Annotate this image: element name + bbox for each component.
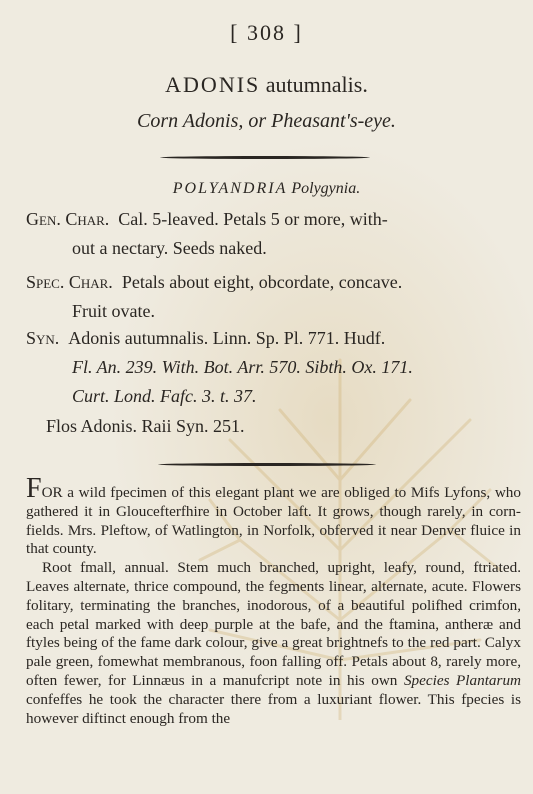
- generic-character: [26, 205, 526, 263]
- specific-character: [26, 268, 526, 326]
- linnaean-classification: [0, 180, 533, 198]
- paragraph-1-text: OR a wild fpecimen of this elegant plant we are obliged to Mifs Lyfons, who gathered it in Gloucefterfhire in October laft. It grows, though rarely, in corn-fields. Mrs. Pleftow, of Watlington, in Norfolk, obferved it near Denver fluice in that county.: [26, 484, 521, 558]
- syn-line2: Fl. An. 239. With. Bot. Arr. 570. Sibth. Ox. 171.: [72, 357, 413, 377]
- spec-char-line2: Fruit ovate.: [72, 301, 155, 321]
- description-text: [26, 473, 522, 728]
- paragraph-2-text-a: Root fmall, annual. Stem much branched, upright, leafy, round, ftriated. Leaves alternate, thrice compound, the fegments linear, alternate, acute. Flowers folitary, terminating the branches, inodorous, of a beautiful polifhed crimfon, each petal marked with deep purple at the bafe, and the ftamina, antheræ and ftyles being of the fame dark colour, give a great brightnefs to the red part. Calyx pale green, fomewhat membranous, foon falling off. Petals about 8, rarely more, often fewer, for Linnæus in a manufcript note in his own: [26, 559, 521, 689]
- paragraph-2-italic: Species Plantarum: [403, 671, 522, 689]
- gen-char-line1: Cal. 5-leaved. Petals 5 or more, with-: [118, 209, 388, 229]
- common-name: Corn Adonis, or Pheasant's-eye.: [137, 110, 396, 132]
- paragraph-2: [26, 559, 521, 728]
- spec-char-line1: Petals about eight, obcordate, concave.: [121, 272, 403, 292]
- syn-line1: Adonis autumnalis. Linn. Sp. Pl. 771. Hudf.: [68, 328, 386, 348]
- species-epithet: autumnalis.: [265, 72, 368, 97]
- paragraph-2-text-b: confeffes he took the character there from a luxuriant flower. This fpecies is however diftinct enough from the: [26, 690, 521, 727]
- spec-char-label: Spec. Char.: [26, 272, 113, 292]
- order-name: Polygynia.: [291, 180, 361, 197]
- syn-label: Syn.: [26, 328, 60, 348]
- gen-char-line2: out a nectary. Seeds naked.: [72, 238, 267, 258]
- class-name: POLYANDRIA: [172, 180, 288, 197]
- divider-rule: [158, 463, 376, 466]
- divider-rule: [160, 156, 370, 159]
- species-title: [0, 72, 533, 98]
- gen-char-label: Gen. Char.: [26, 209, 110, 229]
- syn-line3: Curt. Lond. Fafc. 3. t. 37.: [72, 386, 257, 406]
- genus-name: ADONIS: [165, 72, 261, 97]
- page-number: [ 308 ]: [230, 20, 303, 45]
- paragraph-1: [26, 473, 521, 559]
- synonyms: [26, 324, 526, 411]
- flos-adonis-reference: Flos Adonis. Raii Syn. 251.: [46, 416, 245, 436]
- drop-cap: F: [26, 473, 42, 504]
